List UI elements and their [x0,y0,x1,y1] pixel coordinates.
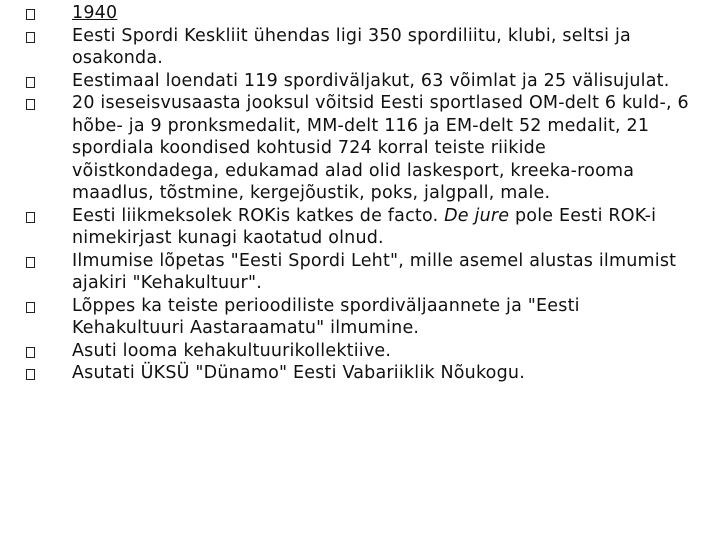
bullet-text-part: pole Eesti ROK-i nimekirjast kunagi kaotatud olnud. [72,205,657,248]
list-item [26,70,696,93]
bullet-square-icon [26,369,35,380]
list-item [26,92,696,205]
bullet-text: 20 iseseisvusaasta jooksul võitsid Eesti sportlased OM-delt 6 kuld-, 6 hõbe- ja 9 pronksmedalit, MM-delt 116 ja EM-delt 52 medalit, 21 spordiala koondised kohtusid 724 korral teiste riikide võistkondadega, edukamad alad olid laskesport, kreeka-rooma maadlus, tõstmine, kergejõustik, poks, jalgpall, male. [72,93,689,203]
list-item [26,340,696,363]
bullet-text: Ilmumise lõpetas "Eesti Spordi Leht", mille asemel alustas ilmumist ajakiri "Kehakultuur". [72,250,677,293]
bullet-text-part: Eesti liikmeksolek ROKis katkes de facto. [72,205,445,226]
bullet-text: Lõppes ka teiste perioodiliste spordiväljaannete ja "Eesti Kehakultuuri Aastaraamatu" ilmumine. [72,295,580,338]
bullet-square-icon [26,302,35,313]
list-item [26,25,696,70]
bullet-square-icon [26,32,35,43]
list-item-year [26,2,696,25]
bullet-square-icon [26,347,35,358]
bullet-square-icon [26,212,35,223]
bullet-text: Eesti Spordi Keskliit ühendas ligi 350 spordiliitu, klubi, seltsi ja osakonda. [72,25,631,68]
bullet-text: Asuti looma kehakultuurikollektiive. [72,340,392,361]
bullet-square-icon [26,99,35,110]
list-item [26,205,696,250]
bullet-list [26,2,696,385]
list-item [26,250,696,295]
bullet-square-icon [26,257,35,268]
year-heading: 1940 [72,3,118,23]
list-item [26,295,696,340]
bullet-square-icon [26,77,35,88]
bullet-text-italic: De jure [444,205,510,226]
bullet-text: Eestimaal loendati 119 spordiväljakut, 63 võimlat ja 25 välisujulat. [72,70,670,91]
bullet-square-icon [26,9,35,20]
bullet-text: Asutati ÜKSÜ "Dünamo" Eesti Vabariiklik Nõukogu. [72,363,525,383]
list-item [26,362,696,385]
